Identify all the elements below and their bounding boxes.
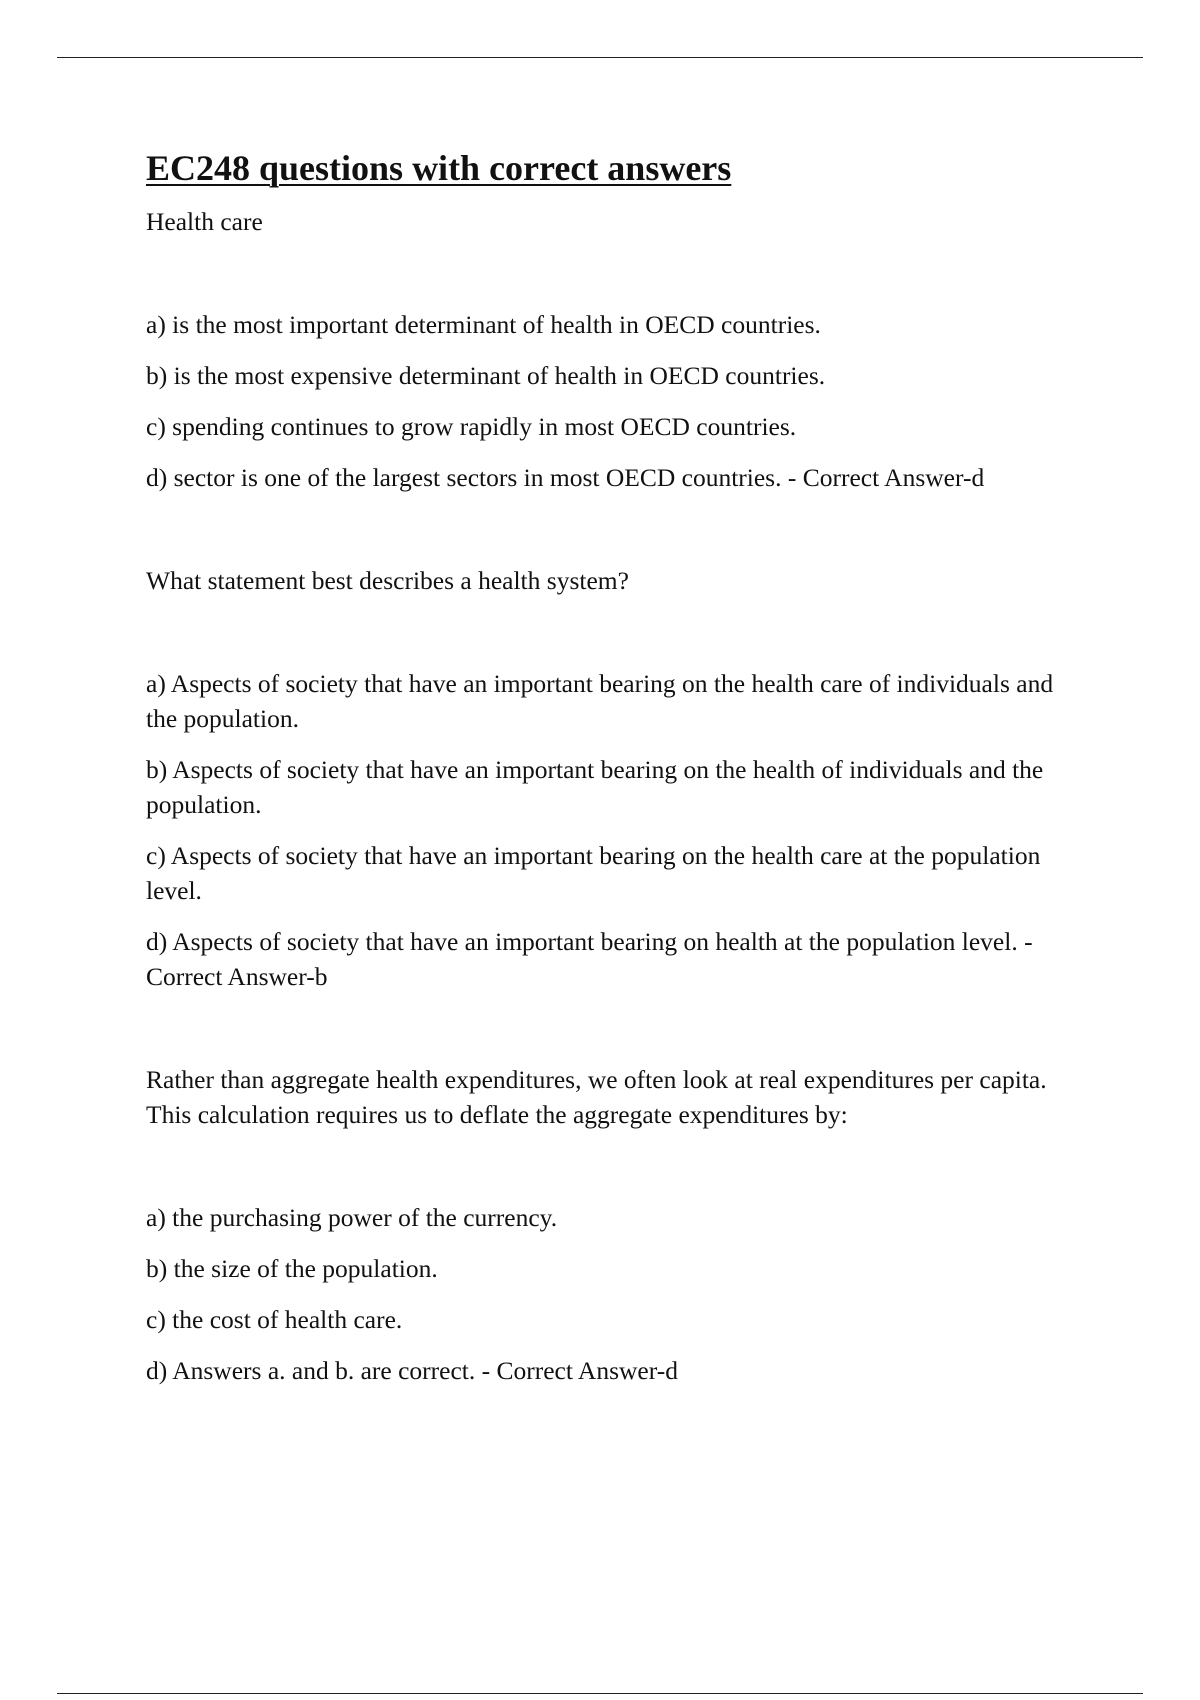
option-b: b) is the most expensive determinant of health in OECD countries. xyxy=(146,361,826,390)
options-list xyxy=(146,666,1086,994)
question-stem: What statement best describes a health system? xyxy=(146,566,629,595)
question-2 xyxy=(146,563,1086,994)
question-stem: Rather than aggregate health expenditures, we often look at real expenditures per capita. This calculation requires us to deflate the aggregate expenditures by: xyxy=(146,1065,1047,1129)
option-d: d) Aspects of society that have an important bearing on health at the population level. - Correct Answer-b xyxy=(146,927,1033,991)
options-list xyxy=(146,307,1086,495)
question-stem: Health care xyxy=(146,207,263,236)
option-c: c) the cost of health care. xyxy=(146,1305,403,1334)
bottom-rule xyxy=(57,1693,1143,1694)
option-c: c) spending continues to grow rapidly in most OECD countries. xyxy=(146,412,797,441)
option-b: b) Aspects of society that have an important bearing on the health of individuals and the population. xyxy=(146,755,1044,819)
document-title: EC248 questions with correct answers xyxy=(146,148,732,188)
top-rule xyxy=(57,57,1143,58)
question-3 xyxy=(146,1062,1086,1388)
option-a: a) is the most important determinant of health in OECD countries. xyxy=(146,310,821,339)
option-d: d) Answers a. and b. are correct. - Correct Answer-d xyxy=(146,1356,678,1385)
option-d: d) sector is one of the largest sectors in most OECD countries. - Correct Answer-d xyxy=(146,463,985,492)
option-b: b) the size of the population. xyxy=(146,1254,438,1283)
document-body xyxy=(146,146,1086,1404)
option-a: a) Aspects of society that have an important bearing on the health care of individuals and the population. xyxy=(146,669,1054,733)
option-a: a) the purchasing power of the currency. xyxy=(146,1203,558,1232)
question-1 xyxy=(146,204,1086,495)
option-c: c) Aspects of society that have an important bearing on the health care at the population level. xyxy=(146,841,1041,905)
options-list xyxy=(146,1200,1086,1388)
